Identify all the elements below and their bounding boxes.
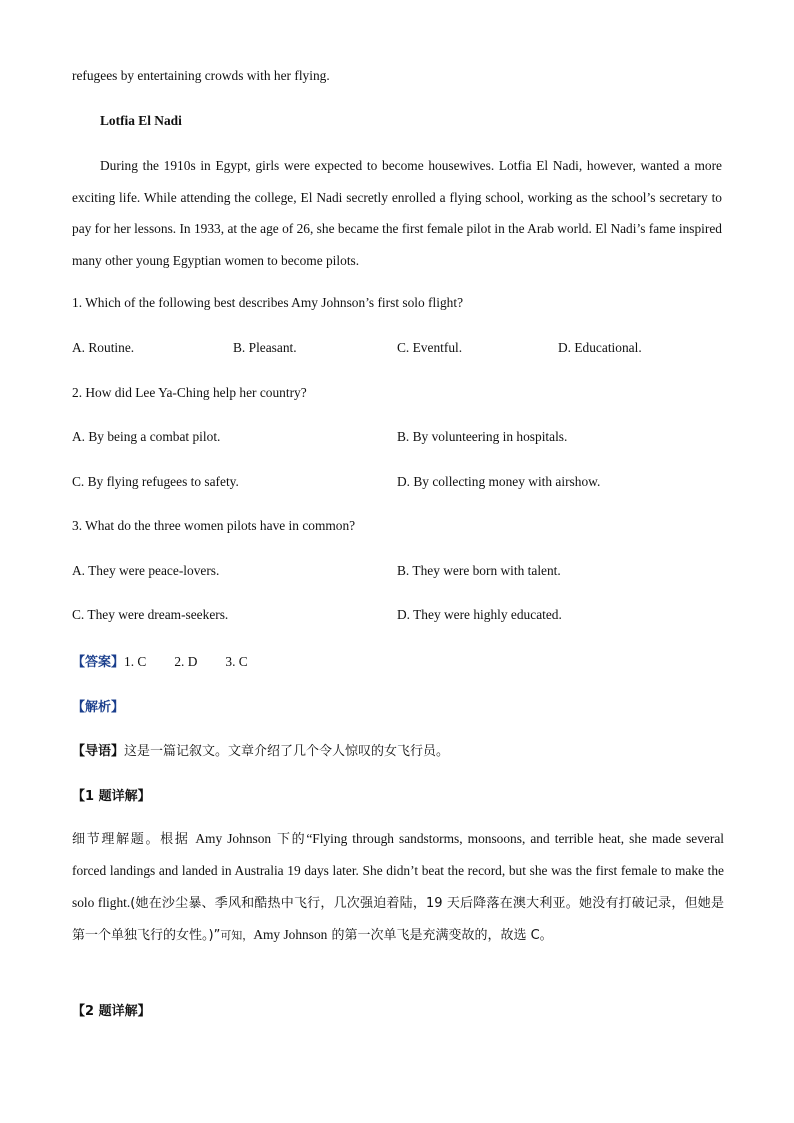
detail-1-name: Amy Johnson — [195, 831, 272, 846]
detail-1-conclusion-name: Amy Johnson — [253, 926, 328, 942]
previous-paragraph-tail: refugees by entertaining crowds with her flying. — [72, 68, 330, 83]
question-1-stem: 1. Which of the following best describes Amy Johnson’s first solo flight? — [72, 295, 464, 310]
answer-label: 【答案】 — [72, 655, 125, 670]
analysis-label: 【解析】 — [72, 700, 125, 715]
guide-label: 【导语】 — [72, 744, 125, 759]
answer-item-3: 3. C — [225, 654, 248, 669]
question-3-option-a: A. They were peace-lovers. — [72, 563, 220, 578]
answer-item-1: 1. C — [124, 654, 147, 669]
question-2-option-a: A. By being a combat pilot. — [72, 429, 221, 444]
question-3-stem: 3. What do the three women pilots have in common? — [72, 518, 356, 533]
detail-1-body — [72, 823, 724, 951]
question-2-option-c: C. By flying refugees to safety. — [72, 474, 239, 489]
answer-item-2: 2. D — [174, 654, 198, 669]
detail-1-intro-b: 下的 — [271, 832, 307, 847]
question-2-stem: 2. How did Lee Ya-Ching help her country? — [72, 385, 307, 400]
question-3-option-b: B. They were born with talent. — [397, 563, 561, 578]
question-1-option-d: D. Educational. — [558, 340, 642, 355]
passage-paragraph-text: During the 1910s in Egypt, girls were expected to become housewives. Lotfia El Nadi, however, wanted a more exciting life. While attending the college, El Nadi secretly enrolled a flying school, working as the school’s secretary to pay for her lessons. In 1933, at the age of 26, she became the first female pilot in the Arab world. El Nadi’s fame inspired many other young Egyptian women to become pilots. — [72, 158, 723, 268]
question-1-option-c: C. Eventful. — [397, 340, 463, 355]
passage-paragraph — [72, 150, 722, 276]
question-2-option-b: B. By volunteering in hospitals. — [397, 429, 568, 444]
detail-1-conclusion: 的第一次单飞是充满变故的，故选 C。 — [327, 927, 553, 943]
detail-1-translation: (她在沙尘暴、季风和酷热中飞行，几次强迫着陆，19 天后降落在澳大利亚。她没有打破记录，但她是第一个单独飞行的女性。)” — [72, 895, 724, 943]
guide-text: 这是一篇记叙文。文章介绍了几个令人惊叹的女飞行员。 — [124, 744, 450, 759]
question-3-option-c: C. They were dream-seekers. — [72, 607, 229, 622]
detail-1-connector: 可知， — [220, 928, 254, 942]
detail-1-intro: 细节理解题。根据 — [72, 832, 196, 847]
detail-1-label: 【1 题详解】 — [72, 789, 151, 804]
detail-2-label: 【2 题详解】 — [72, 1004, 151, 1019]
question-2-option-d: D. By collecting money with airshow. — [397, 474, 601, 489]
question-1-option-a: A. Routine. — [72, 340, 135, 355]
question-1-option-b: B. Pleasant. — [233, 340, 297, 355]
detail-1-quote: “Flying through sandstorms, monsoons, and terrible heat, she made several forced landings and landed in Australia 19 days later. She didn’t beat the record, but she was the first female to make the solo flight. — [72, 831, 724, 910]
answer-line — [72, 651, 248, 670]
question-3-option-d: D. They were highly educated. — [397, 607, 562, 622]
guide-line — [72, 740, 449, 759]
section-title: Lotfia El Nadi — [100, 113, 182, 128]
